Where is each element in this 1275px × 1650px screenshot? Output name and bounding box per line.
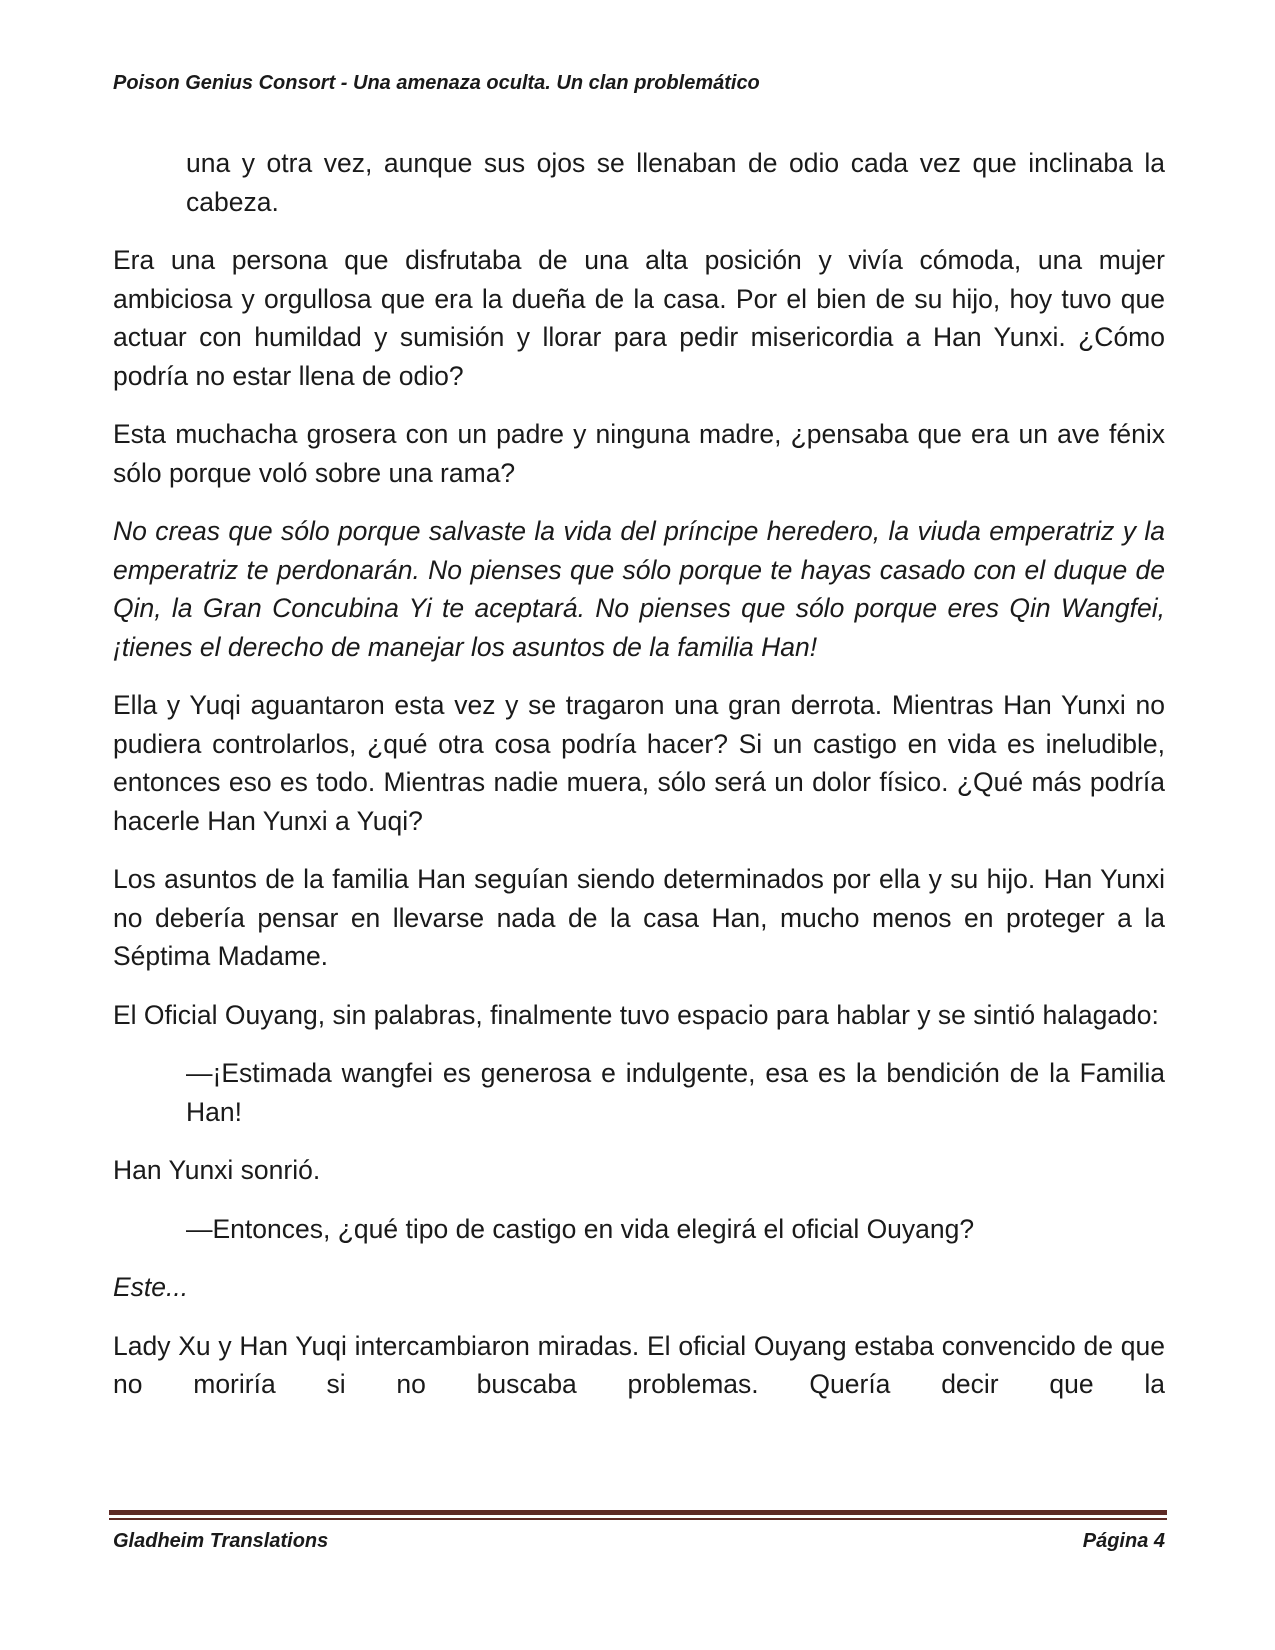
paragraph-dialogue: —Entonces, ¿qué tipo de castigo en vida elegirá el oficial Ouyang? [186, 1213, 975, 1244]
paragraph-inner-thought: Este... [113, 1272, 189, 1302]
footer-divider-thin [109, 1518, 1167, 1520]
document-body [113, 144, 1165, 1424]
paragraph-dialogue: —¡Estimada wangfei es generosa e indulgente, esa es la bendición de la Familia Han! [186, 1058, 1165, 1127]
paragraph: Era una persona que disfrutaba de una alta posición y vivía cómoda, una mujer ambiciosa y orgullosa que era la dueña de la casa. Por el bien de su hijo, hoy tuvo que actuar con humildad y sumisión y llorar para pedir misericordia a Han Yunxi. ¿Cómo podría no estar llena de odio? [113, 245, 1165, 391]
page-header-title: Poison Genius Consort - Una amenaza oculta. Un clan problemático [113, 72, 760, 94]
paragraph: Lady Xu y Han Yuqi intercambiaron miradas. El oficial Ouyang estaba convencido de que no moriría si no buscaba problemas. Quería decir que la [113, 1330, 1165, 1399]
paragraph: Esta muchacha grosera con un padre y ninguna madre, ¿pensaba que era un ave fénix sólo porque voló sobre una rama? [113, 419, 1165, 488]
footer-translator-credit: Gladheim Translations [113, 1530, 329, 1552]
paragraph: Ella y Yuqi aguantaron esta vez y se tragaron una gran derrota. Mientras Han Yunxi no pudiera controlarlos, ¿qué otra cosa podría hacer? Si un castigo en vida es ineludible, entonces eso es todo. Mientras nadie muera, sólo será un dolor físico. ¿Qué más podría hacerle Han Yunxi a Yuqi? [113, 690, 1165, 836]
paragraph: Han Yunxi sonrió. [113, 1155, 321, 1185]
paragraph: El Oficial Ouyang, sin palabras, finalmente tuvo espacio para hablar y se sintió halagado: [113, 999, 1159, 1030]
paragraph: Los asuntos de la familia Han seguían siendo determinados por ella y su hijo. Han Yunxi no debería pensar en llevarse nada de la casa Han, mucho menos en proteger a la Séptima Madame. [113, 864, 1165, 971]
footer-page-number: Página 4 [1082, 1530, 1165, 1552]
paragraph-dialogue-continuation: una y otra vez, aunque sus ojos se llenaban de odio cada vez que inclinaba la cabeza. [186, 148, 1165, 217]
paragraph-inner-thought: No creas que sólo porque salvaste la vida del príncipe heredero, la viuda emperatriz y la emperatriz te perdonarán. No pienses que sólo porque te hayas casado con el duque de Qin, la Gran Concubina Yi te aceptará. No pienses que sólo porque eres Qin Wangfei, ¡tienes el derecho de manejar los asuntos de la familia Han! [113, 516, 1165, 662]
footer-divider-thick [109, 1510, 1167, 1515]
